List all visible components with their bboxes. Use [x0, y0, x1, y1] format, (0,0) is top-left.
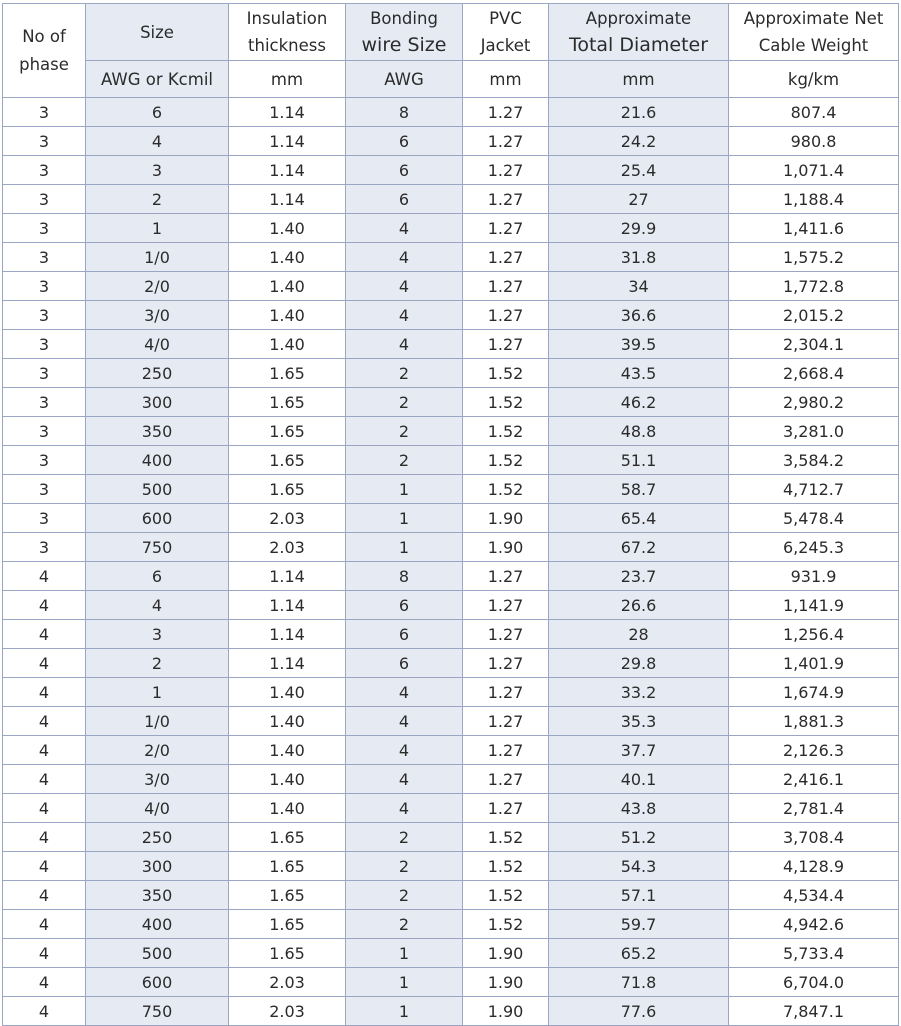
phase-cell: 4 — [3, 591, 86, 620]
header-insulation: Insulation thickness — [229, 4, 346, 61]
table-row — [3, 446, 899, 475]
weight-cell: 3,281.0 — [729, 417, 899, 446]
unit-insulation: mm — [229, 61, 346, 98]
bonding-cell: 6 — [346, 127, 463, 156]
bonding-cell: 6 — [346, 591, 463, 620]
phase-cell: 4 — [3, 765, 86, 794]
unit-weight: kg/km — [729, 61, 899, 98]
diameter-cell: 65.4 — [549, 504, 729, 533]
phase-cell: 3 — [3, 330, 86, 359]
table-row — [3, 475, 899, 504]
jacket-cell: 1.90 — [463, 939, 549, 968]
bonding-cell: 4 — [346, 301, 463, 330]
unit-size: AWG or Kcmil — [86, 61, 229, 98]
bonding-cell: 4 — [346, 794, 463, 823]
diameter-cell: 26.6 — [549, 591, 729, 620]
size-cell: 500 — [86, 939, 229, 968]
bonding-cell: 4 — [346, 214, 463, 243]
diameter-cell: 25.4 — [549, 156, 729, 185]
size-cell: 250 — [86, 359, 229, 388]
size-cell: 600 — [86, 504, 229, 533]
jacket-cell: 1.27 — [463, 185, 549, 214]
insulation-cell: 2.03 — [229, 533, 346, 562]
insulation-cell: 1.65 — [229, 939, 346, 968]
diameter-cell: 31.8 — [549, 243, 729, 272]
jacket-cell: 1.27 — [463, 127, 549, 156]
phase-cell: 3 — [3, 98, 86, 127]
table-header — [3, 4, 899, 98]
bonding-cell: 1 — [346, 939, 463, 968]
jacket-cell: 1.90 — [463, 997, 549, 1026]
phase-cell: 3 — [3, 504, 86, 533]
table-row — [3, 765, 899, 794]
jacket-cell: 1.52 — [463, 852, 549, 881]
size-cell: 6 — [86, 562, 229, 591]
insulation-cell: 1.40 — [229, 765, 346, 794]
bonding-cell: 6 — [346, 649, 463, 678]
table-row — [3, 127, 899, 156]
header-jacket: PVC Jacket — [463, 4, 549, 61]
phase-cell: 4 — [3, 736, 86, 765]
bonding-cell: 4 — [346, 678, 463, 707]
size-cell: 4/0 — [86, 794, 229, 823]
phase-cell: 4 — [3, 649, 86, 678]
insulation-cell: 1.40 — [229, 678, 346, 707]
bonding-cell: 4 — [346, 272, 463, 301]
table-row — [3, 881, 899, 910]
jacket-cell: 1.27 — [463, 562, 549, 591]
insulation-cell: 1.40 — [229, 794, 346, 823]
header-diameter: Approximate Total Diameter — [549, 4, 729, 61]
phase-cell: 3 — [3, 388, 86, 417]
insulation-cell: 2.03 — [229, 997, 346, 1026]
size-cell: 3 — [86, 620, 229, 649]
bonding-cell: 6 — [346, 185, 463, 214]
weight-cell: 1,881.3 — [729, 707, 899, 736]
jacket-cell: 1.27 — [463, 678, 549, 707]
bonding-cell: 4 — [346, 707, 463, 736]
diameter-cell: 46.2 — [549, 388, 729, 417]
weight-cell: 2,781.4 — [729, 794, 899, 823]
diameter-cell: 48.8 — [549, 417, 729, 446]
size-cell: 4 — [86, 127, 229, 156]
table-row — [3, 156, 899, 185]
size-cell: 2/0 — [86, 272, 229, 301]
table-row — [3, 359, 899, 388]
weight-cell: 1,411.6 — [729, 214, 899, 243]
insulation-cell: 1.65 — [229, 417, 346, 446]
header-row-titles — [3, 4, 899, 61]
table-row — [3, 678, 899, 707]
bonding-cell: 8 — [346, 98, 463, 127]
table-row — [3, 185, 899, 214]
phase-cell: 3 — [3, 214, 86, 243]
weight-cell: 4,534.4 — [729, 881, 899, 910]
size-cell: 4 — [86, 591, 229, 620]
phase-cell: 4 — [3, 823, 86, 852]
diameter-cell: 39.5 — [549, 330, 729, 359]
size-cell: 1/0 — [86, 243, 229, 272]
jacket-cell: 1.52 — [463, 388, 549, 417]
jacket-cell: 1.27 — [463, 330, 549, 359]
jacket-cell: 1.27 — [463, 794, 549, 823]
phase-cell: 3 — [3, 243, 86, 272]
jacket-cell: 1.27 — [463, 765, 549, 794]
bonding-cell: 4 — [346, 330, 463, 359]
diameter-cell: 59.7 — [549, 910, 729, 939]
insulation-cell: 1.14 — [229, 185, 346, 214]
insulation-cell: 1.65 — [229, 388, 346, 417]
weight-cell: 1,188.4 — [729, 185, 899, 214]
jacket-cell: 1.27 — [463, 156, 549, 185]
bonding-cell: 8 — [346, 562, 463, 591]
insulation-cell: 1.14 — [229, 127, 346, 156]
insulation-cell: 1.65 — [229, 446, 346, 475]
bonding-cell: 2 — [346, 852, 463, 881]
jacket-cell: 1.52 — [463, 446, 549, 475]
jacket-cell: 1.90 — [463, 533, 549, 562]
weight-cell: 1,674.9 — [729, 678, 899, 707]
phase-cell: 3 — [3, 446, 86, 475]
bonding-cell: 4 — [346, 765, 463, 794]
table-row — [3, 330, 899, 359]
phase-cell: 4 — [3, 794, 86, 823]
table-row — [3, 910, 899, 939]
jacket-cell: 1.27 — [463, 591, 549, 620]
size-cell: 350 — [86, 417, 229, 446]
weight-cell: 980.8 — [729, 127, 899, 156]
table-body — [3, 98, 899, 1026]
size-cell: 2/0 — [86, 736, 229, 765]
weight-cell: 2,416.1 — [729, 765, 899, 794]
size-cell: 3 — [86, 156, 229, 185]
size-cell: 1/0 — [86, 707, 229, 736]
diameter-cell: 77.6 — [549, 997, 729, 1026]
insulation-cell: 1.65 — [229, 881, 346, 910]
diameter-cell: 65.2 — [549, 939, 729, 968]
weight-cell: 4,942.6 — [729, 910, 899, 939]
header-size: Size — [86, 4, 229, 61]
table-row — [3, 794, 899, 823]
diameter-cell: 35.3 — [549, 707, 729, 736]
bonding-cell: 1 — [346, 475, 463, 504]
weight-cell: 3,708.4 — [729, 823, 899, 852]
size-cell: 2 — [86, 185, 229, 214]
size-cell: 4/0 — [86, 330, 229, 359]
phase-cell: 3 — [3, 127, 86, 156]
header-weight: Approximate Net Cable Weight — [729, 4, 899, 61]
jacket-cell: 1.52 — [463, 910, 549, 939]
cable-spec-table — [2, 3, 899, 1026]
jacket-cell: 1.52 — [463, 881, 549, 910]
bonding-cell: 1 — [346, 504, 463, 533]
phase-cell: 4 — [3, 620, 86, 649]
diameter-cell: 24.2 — [549, 127, 729, 156]
jacket-cell: 1.27 — [463, 620, 549, 649]
phase-cell: 4 — [3, 939, 86, 968]
phase-cell: 3 — [3, 417, 86, 446]
bonding-cell: 1 — [346, 997, 463, 1026]
diameter-cell: 34 — [549, 272, 729, 301]
size-cell: 350 — [86, 881, 229, 910]
jacket-cell: 1.52 — [463, 475, 549, 504]
diameter-cell: 54.3 — [549, 852, 729, 881]
size-cell: 3/0 — [86, 765, 229, 794]
weight-cell: 4,712.7 — [729, 475, 899, 504]
insulation-cell: 1.14 — [229, 156, 346, 185]
jacket-cell: 1.27 — [463, 243, 549, 272]
bonding-cell: 2 — [346, 881, 463, 910]
weight-cell: 2,668.4 — [729, 359, 899, 388]
insulation-cell: 1.65 — [229, 359, 346, 388]
bonding-cell: 2 — [346, 910, 463, 939]
weight-cell: 2,015.2 — [729, 301, 899, 330]
table-row — [3, 533, 899, 562]
phase-cell: 3 — [3, 156, 86, 185]
weight-cell: 2,126.3 — [729, 736, 899, 765]
diameter-cell: 23.7 — [549, 562, 729, 591]
bonding-cell: 2 — [346, 446, 463, 475]
table-row — [3, 852, 899, 881]
table-row — [3, 301, 899, 330]
jacket-cell: 1.90 — [463, 968, 549, 997]
jacket-cell: 1.27 — [463, 649, 549, 678]
phase-cell: 3 — [3, 185, 86, 214]
size-cell: 6 — [86, 98, 229, 127]
diameter-cell: 28 — [549, 620, 729, 649]
size-cell: 300 — [86, 388, 229, 417]
table-row — [3, 620, 899, 649]
table-row — [3, 968, 899, 997]
insulation-cell: 1.65 — [229, 852, 346, 881]
jacket-cell: 1.52 — [463, 823, 549, 852]
insulation-cell: 1.14 — [229, 562, 346, 591]
phase-cell: 3 — [3, 533, 86, 562]
insulation-cell: 2.03 — [229, 968, 346, 997]
diameter-cell: 71.8 — [549, 968, 729, 997]
bonding-cell: 4 — [346, 736, 463, 765]
table-row — [3, 591, 899, 620]
table-row — [3, 243, 899, 272]
jacket-cell: 1.52 — [463, 359, 549, 388]
header-bonding: Bonding wire Size — [346, 4, 463, 61]
insulation-cell: 1.40 — [229, 330, 346, 359]
diameter-cell: 51.1 — [549, 446, 729, 475]
diameter-cell: 37.7 — [549, 736, 729, 765]
table-row — [3, 997, 899, 1026]
table-row — [3, 504, 899, 533]
insulation-cell: 1.65 — [229, 910, 346, 939]
jacket-cell: 1.27 — [463, 736, 549, 765]
unit-jacket: mm — [463, 61, 549, 98]
jacket-cell: 1.27 — [463, 301, 549, 330]
size-cell: 600 — [86, 968, 229, 997]
table-row — [3, 562, 899, 591]
table-row — [3, 214, 899, 243]
jacket-cell: 1.27 — [463, 214, 549, 243]
insulation-cell: 1.40 — [229, 707, 346, 736]
insulation-cell: 1.14 — [229, 98, 346, 127]
weight-cell: 4,128.9 — [729, 852, 899, 881]
header-row-units — [3, 61, 899, 98]
table-row — [3, 388, 899, 417]
table-row — [3, 736, 899, 765]
diameter-cell: 33.2 — [549, 678, 729, 707]
weight-cell: 7,847.1 — [729, 997, 899, 1026]
table-row — [3, 707, 899, 736]
weight-cell: 1,401.9 — [729, 649, 899, 678]
jacket-cell: 1.90 — [463, 504, 549, 533]
phase-cell: 4 — [3, 707, 86, 736]
table-row — [3, 823, 899, 852]
weight-cell: 5,478.4 — [729, 504, 899, 533]
phase-cell: 3 — [3, 475, 86, 504]
phase-cell: 4 — [3, 852, 86, 881]
bonding-cell: 2 — [346, 823, 463, 852]
unit-bonding: AWG — [346, 61, 463, 98]
diameter-cell: 58.7 — [549, 475, 729, 504]
size-cell: 750 — [86, 997, 229, 1026]
insulation-cell: 1.65 — [229, 475, 346, 504]
insulation-cell: 1.14 — [229, 591, 346, 620]
bonding-cell: 6 — [346, 620, 463, 649]
phase-cell: 4 — [3, 968, 86, 997]
jacket-cell: 1.27 — [463, 98, 549, 127]
size-cell: 400 — [86, 910, 229, 939]
weight-cell: 2,304.1 — [729, 330, 899, 359]
diameter-cell: 27 — [549, 185, 729, 214]
jacket-cell: 1.27 — [463, 707, 549, 736]
weight-cell: 3,584.2 — [729, 446, 899, 475]
phase-cell: 4 — [3, 678, 86, 707]
bonding-cell: 2 — [346, 417, 463, 446]
size-cell: 3/0 — [86, 301, 229, 330]
insulation-cell: 1.40 — [229, 272, 346, 301]
phase-cell: 4 — [3, 910, 86, 939]
insulation-cell: 1.65 — [229, 823, 346, 852]
bonding-cell: 4 — [346, 243, 463, 272]
weight-cell: 1,256.4 — [729, 620, 899, 649]
size-cell: 500 — [86, 475, 229, 504]
table-row — [3, 939, 899, 968]
size-cell: 400 — [86, 446, 229, 475]
diameter-cell: 21.6 — [549, 98, 729, 127]
diameter-cell: 29.9 — [549, 214, 729, 243]
bonding-cell: 2 — [346, 388, 463, 417]
table-row — [3, 417, 899, 446]
bonding-cell: 1 — [346, 968, 463, 997]
weight-cell: 1,071.4 — [729, 156, 899, 185]
diameter-cell: 51.2 — [549, 823, 729, 852]
diameter-cell: 43.8 — [549, 794, 729, 823]
weight-cell: 1,772.8 — [729, 272, 899, 301]
weight-cell: 6,245.3 — [729, 533, 899, 562]
insulation-cell: 1.40 — [229, 301, 346, 330]
phase-cell: 3 — [3, 359, 86, 388]
insulation-cell: 1.40 — [229, 243, 346, 272]
weight-cell: 1,575.2 — [729, 243, 899, 272]
diameter-cell: 29.8 — [549, 649, 729, 678]
size-cell: 750 — [86, 533, 229, 562]
jacket-cell: 1.52 — [463, 417, 549, 446]
diameter-cell: 40.1 — [549, 765, 729, 794]
header-phase: No of phase — [3, 4, 86, 98]
weight-cell: 807.4 — [729, 98, 899, 127]
diameter-cell: 67.2 — [549, 533, 729, 562]
size-cell: 1 — [86, 678, 229, 707]
insulation-cell: 1.40 — [229, 736, 346, 765]
size-cell: 250 — [86, 823, 229, 852]
diameter-cell: 43.5 — [549, 359, 729, 388]
unit-diameter: mm — [549, 61, 729, 98]
phase-cell: 4 — [3, 881, 86, 910]
insulation-cell: 2.03 — [229, 504, 346, 533]
weight-cell: 5,733.4 — [729, 939, 899, 968]
weight-cell: 6,704.0 — [729, 968, 899, 997]
diameter-cell: 57.1 — [549, 881, 729, 910]
phase-cell: 3 — [3, 272, 86, 301]
jacket-cell: 1.27 — [463, 272, 549, 301]
table-row — [3, 272, 899, 301]
weight-cell: 2,980.2 — [729, 388, 899, 417]
size-cell: 2 — [86, 649, 229, 678]
table-row — [3, 98, 899, 127]
insulation-cell: 1.14 — [229, 620, 346, 649]
diameter-cell: 36.6 — [549, 301, 729, 330]
weight-cell: 931.9 — [729, 562, 899, 591]
bonding-cell: 1 — [346, 533, 463, 562]
insulation-cell: 1.40 — [229, 214, 346, 243]
bonding-cell: 2 — [346, 359, 463, 388]
phase-cell: 4 — [3, 997, 86, 1026]
table-row — [3, 649, 899, 678]
phase-cell: 4 — [3, 562, 86, 591]
phase-cell: 3 — [3, 301, 86, 330]
size-cell: 300 — [86, 852, 229, 881]
weight-cell: 1,141.9 — [729, 591, 899, 620]
insulation-cell: 1.14 — [229, 649, 346, 678]
bonding-cell: 6 — [346, 156, 463, 185]
size-cell: 1 — [86, 214, 229, 243]
